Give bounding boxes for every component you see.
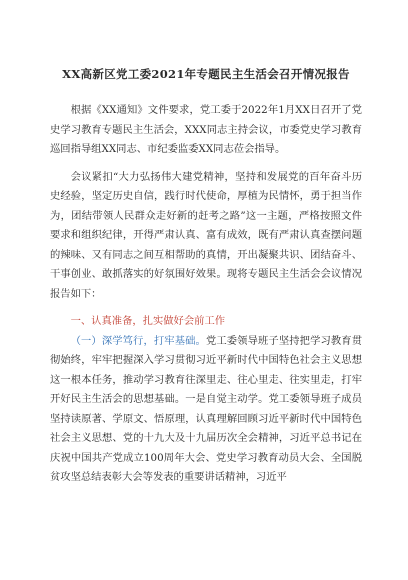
paragraph-1: 根据《XX通知》文件要求，党工委于2022年1月XX日召开了党史学习教育专题民主生活会，XXX同志主持会议，市委党史学习教育巡回指导组XX同志、市纪委监委XX同志莅会指导。 [50,104,362,155]
subsection-label: （一）深学笃行，打牢基础。 [70,334,206,347]
section-heading-1: 一、认真准备，扎实做好会前工作 [70,315,226,327]
document-title: XX高新区党工委2021年专题民主生活会召开情况报告 [62,67,350,81]
paragraph-3-text: 党工委领导班子坚持把学习教育贯彻始终，牢牢把握深入学习贯彻习近平新时代中国特色社会主义思想这一根本任务，推动学习教育往深里走、往心里走、往实里走，打牢开好民主生活会的思想基础。一是自觉主动学。党工委领导班子成员坚持读原著、学原文、悟原理，认真理解回顾习近平新时代中国特色社会主义思想、党的十九大及十九届历次全会精神，习近平总书记在庆祝中国共产党成立100周年大会、党史学习教育动员大会、全国脱贫攻坚总结表彰大会等发表的重要讲话精神，习近平 [50,334,363,483]
paragraph-2: 会议紧扣“大力弘扬伟大建党精神，坚持和发展党的百年奋斗历史经验，坚定历史自信，践行时代使命，厚植为民情怀，勇于担当作为，团结带领人民群众走好新的赶考之路”这一主题，严格按照文件要求和组织纪律，开得严肃认真、富有成效，既有严肃认真查摆问题的辣味、又有同志之间互相帮助的真情，开出凝聚共识、团结奋斗、干事创业、敢抓落实的好氛围好效果。现将专题民主生活会会议情况报告如下： [50,170,362,300]
paragraph-3 [50,332,362,488]
